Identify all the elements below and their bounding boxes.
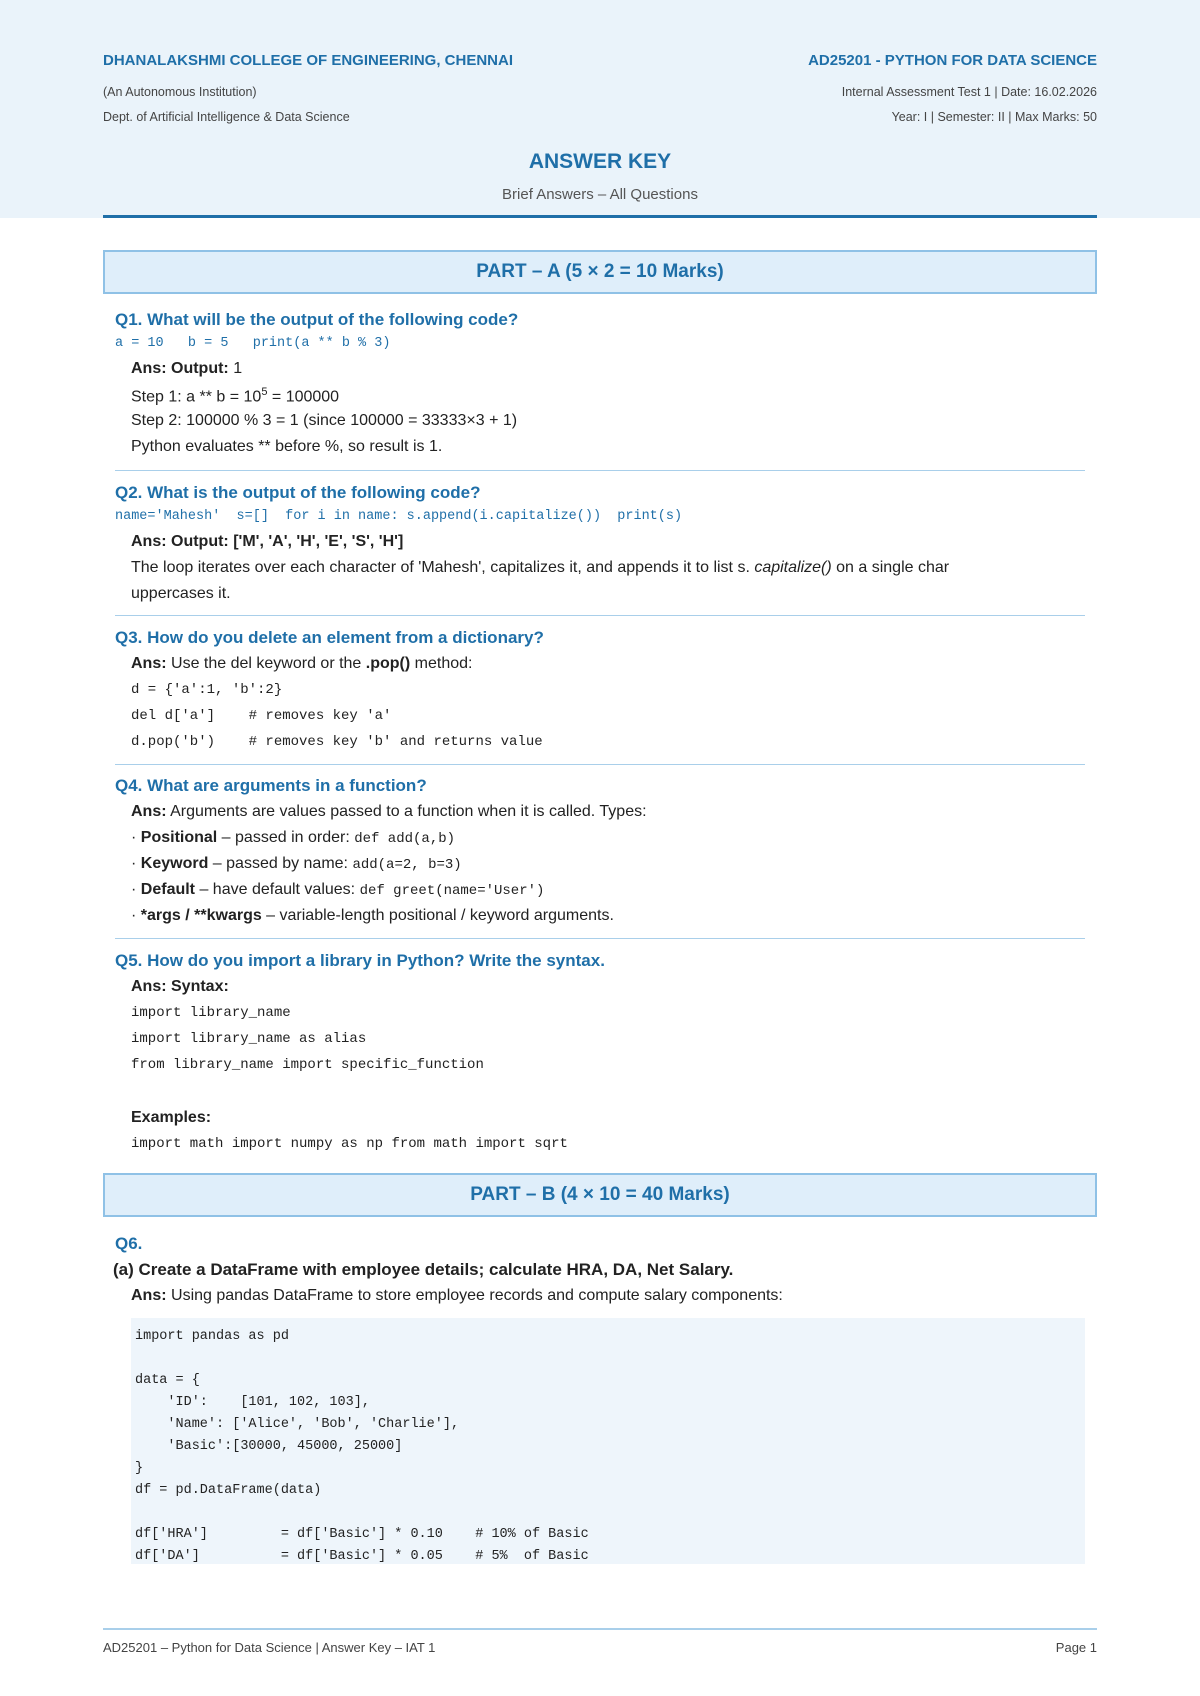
q3-code-line: del d['a'] # removes key 'a' <box>131 708 392 724</box>
q3-ans-text: Use the del keyword or the <box>166 655 366 672</box>
q2-title: Q2. What is the output of the following code? <box>115 483 481 502</box>
q4-ans-text: Arguments are values passed to a function when it is called. Types: <box>166 803 647 820</box>
q4-bullet-term: *args / **kwargs <box>140 907 262 924</box>
autonomous-note: (An Autonomous Institution) <box>103 85 257 99</box>
q4-title: Q4. What are arguments in a function? <box>115 776 427 795</box>
q2-explanation <box>131 559 949 577</box>
q3-ans-text-2: method: <box>410 655 473 672</box>
header-divider <box>103 215 1097 218</box>
q5-examples-code: import math import numpy as np from math import sqrt <box>131 1136 568 1152</box>
q4-bullet-code: def greet(name='User') <box>359 883 545 899</box>
q4-bullet-text: – variable-length positional / keyword arguments. <box>261 907 614 924</box>
q6-ans-label: Ans: <box>131 1287 167 1304</box>
q5-title: Q5. How do you import a library in Python? Write the syntax. <box>115 951 605 970</box>
q4-ans-label: Ans: <box>131 803 167 820</box>
separator <box>115 764 1085 765</box>
part-b-heading: PART – B (4 × 10 = 40 Marks) <box>103 1173 1097 1217</box>
q6-code: import pandas as pd data = { 'ID': [101, 102, 103], 'Name': ['Alice', 'Bob', 'Charlie'], 'Basic':[30000, 45000, 25000] } df = pd.DataFrame(data) df['HRA'] = df['Basic'] * 0.10 # 10% of Basic df['DA'] = df['Basic'] * 0.05 # 5% of Basic <box>135 1329 589 1564</box>
q1-step1 <box>131 386 339 406</box>
q3-ans-label: Ans: <box>131 655 167 672</box>
college-name: DHANALAKSHMI COLLEGE OF ENGINEERING, CHENNAI <box>103 52 514 69</box>
q4-bullet-code: def add(a,b) <box>354 831 456 847</box>
q6-answer <box>131 1287 783 1305</box>
q1-answer <box>131 360 242 378</box>
q2-expl-em: capitalize() <box>754 559 832 576</box>
test-info: Internal Assessment Test 1 | Date: 16.02.2026 <box>841 85 1097 99</box>
q4-bullet: · Keyword – passed by name: add(a=2, b=3) <box>131 855 462 873</box>
q3-title: Q3. How do you delete an element from a dictionary? <box>115 628 544 647</box>
q1-code: a = 10 b = 5 print(a ** b % 3) <box>115 336 391 351</box>
q4-bullet-code: add(a=2, b=3) <box>352 857 462 873</box>
q3-code-line: d.pop('b') # removes key 'b' and returns value <box>131 734 543 750</box>
q2-code: name='Mahesh' s=[] for i in name: s.append(i.capitalize()) print(s) <box>115 509 683 524</box>
q1-note: Python evaluates ** before %, so result is 1. <box>131 438 443 455</box>
q6-title: Q6. <box>115 1234 143 1253</box>
q4-bullet-text: – have default values: <box>195 881 360 898</box>
q5-code-line: from library_name import specific_function <box>131 1057 484 1073</box>
q1-step1-text: Step 1: a ** b = 10 <box>131 388 262 406</box>
q1-step1-result: = 100000 <box>267 388 340 406</box>
q3-answer <box>131 655 472 673</box>
q4-bullet: · Positional – passed in order: def add(a,b) <box>131 829 456 847</box>
q4-bullet-term: Keyword <box>140 855 209 872</box>
q1-step1-sup: 5 <box>261 386 268 398</box>
q5-answer <box>131 978 229 996</box>
q5-code-line: import library_name as alias <box>131 1031 367 1047</box>
q2-expl-text: The loop iterates over each character of 'Mahesh', capitalizes it, and appends it to list s. <box>131 559 755 576</box>
q3-code-line: d = {'a':1, 'b':2} <box>131 682 283 698</box>
q4-bullet-term: Default <box>140 881 196 898</box>
q4-bullet-text: – passed in order: <box>217 829 355 846</box>
q5-ans-label: Ans: Syntax: <box>131 978 229 995</box>
q6-code-block <box>131 1318 1085 1564</box>
course-title: AD25201 - PYTHON FOR DATA SCIENCE <box>808 52 1097 69</box>
department: Dept. of Artificial Intelligence & Data Science <box>103 110 350 124</box>
page-number: Page 1 <box>1055 1640 1097 1655</box>
q4-bullet: · Default – have default values: def greet(name='User') <box>131 881 545 899</box>
q6-subquestion: (a) Create a DataFrame with employee details; calculate HRA, DA, Net Salary. <box>113 1260 734 1279</box>
q3-ans-bold: .pop() <box>365 655 411 672</box>
q5-examples-label-text: Examples: <box>131 1109 212 1126</box>
q1-ans-value: 1 <box>228 360 243 377</box>
page-subtitle: Brief Answers – All Questions <box>502 186 698 203</box>
q1-ans-label: Ans: Output: <box>131 360 229 377</box>
q1-step2: Step 2: 100000 % 3 = 1 (since 100000 = 33333×3 + 1) <box>131 412 518 429</box>
separator <box>115 615 1085 616</box>
q5-examples-label <box>131 1109 211 1127</box>
q5-code-line: import library_name <box>131 1005 291 1021</box>
q4-bullet-text: – passed by name: <box>208 855 353 872</box>
q2-explanation-2: uppercases it. <box>131 585 231 602</box>
q2-expl-text-2: on a single char <box>831 559 950 576</box>
separator <box>115 470 1085 471</box>
year-info: Year: I | Semester: II | Max Marks: 50 <box>891 110 1097 124</box>
q6-ans-text: Using pandas DataFrame to store employee records and compute salary components: <box>166 1287 783 1304</box>
q2-ans-label: Ans: Output: ['M', 'A', 'H', 'E', 'S', 'H'] <box>131 533 404 550</box>
part-a-heading: PART – A (5 × 2 = 10 Marks) <box>103 250 1097 294</box>
footer-left: AD25201 – Python for Data Science | Answer Key – IAT 1 <box>103 1640 436 1655</box>
q1-title: Q1. What will be the output of the following code? <box>115 310 519 329</box>
separator <box>115 938 1085 939</box>
q4-answer <box>131 803 647 821</box>
q2-answer <box>131 533 403 551</box>
q4-bullet: · *args / **kwargs – variable-length positional / keyword arguments. <box>131 907 614 924</box>
page-title: ANSWER KEY <box>528 150 672 173</box>
q4-bullet-term: Positional <box>140 829 218 846</box>
footer-divider <box>103 1628 1097 1630</box>
